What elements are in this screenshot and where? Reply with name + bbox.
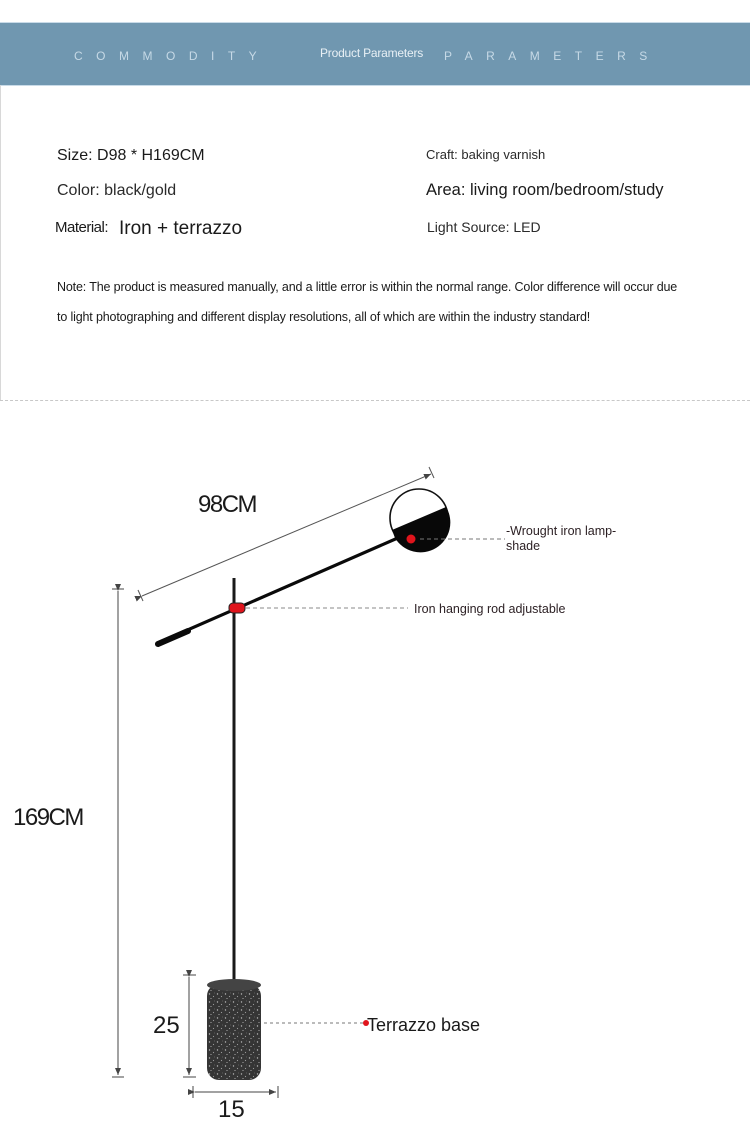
- terrazzo-base: [207, 979, 261, 1080]
- spec-material-label: Material:: [55, 219, 109, 236]
- rod-joint-marker: [229, 603, 245, 613]
- spec-color: Color: black/gold: [57, 182, 177, 199]
- banner-parameters-text: PARAMETERS: [444, 49, 661, 63]
- spec-light-source: Light Source: LED: [427, 219, 541, 235]
- spec-size: Size: D98 * H169CM: [57, 147, 205, 164]
- banner-commodity-text: COMMODITY: [74, 49, 271, 63]
- arm-dimension-line: [138, 467, 434, 601]
- lampshade: [390, 489, 450, 552]
- base-callout: Terrazzo base: [367, 1015, 481, 1035]
- spec-area: Area: living room/bedroom/study: [426, 181, 664, 199]
- rod-callout: Iron hanging rod adjustable: [414, 602, 566, 616]
- spec-material-value: Iron + terrazzo: [119, 218, 243, 239]
- base-diameter-label: 15: [218, 1096, 245, 1123]
- note-line-2: to light photographing and different display resolutions, all of which are within the industry standard!: [57, 310, 591, 324]
- spec-craft: Craft: baking varnish: [426, 147, 546, 162]
- lampshade-callout-line-2: shade: [506, 539, 541, 553]
- arm-length-label: 98CM: [198, 491, 257, 518]
- note-line-1: Note: The product is measured manually, and a little error is within the normal range. Color difference will occur due: [57, 280, 678, 294]
- base-height-dimension-line: [183, 975, 196, 1077]
- banner-title: Product Parameters: [320, 46, 424, 60]
- lampshade-callout-line-1: -Wrought iron lamp-: [506, 524, 617, 538]
- height-dimension-line: [112, 589, 124, 1077]
- base-height-label: 25: [153, 1012, 180, 1039]
- total-height-label: 169CM: [13, 804, 83, 831]
- lampshade-marker: [407, 535, 416, 544]
- lamp-arm: [158, 537, 400, 644]
